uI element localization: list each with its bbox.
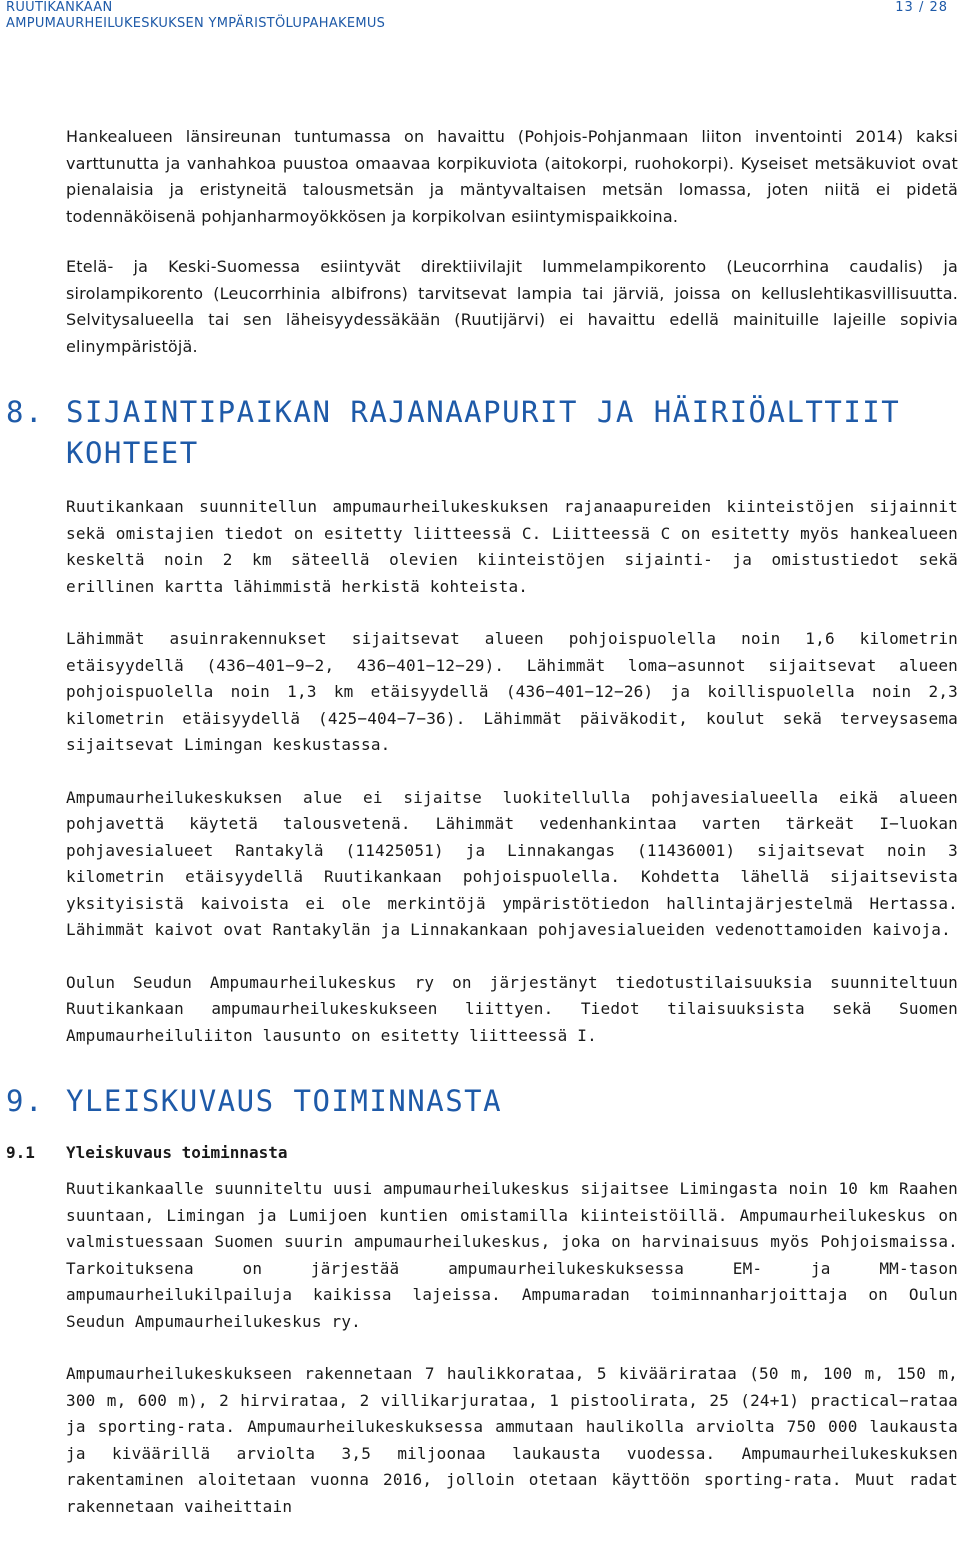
subsection-9-1-heading (6, 1142, 958, 1164)
subsection-9-1-title: Yleiskuvaus toiminnasta (66, 1143, 288, 1162)
paragraph-neighbours: Ruutikankaan suunnitellun ampumaurheilukeskuksen rajanaapureiden kiinteistöjen sijainnit sekä omistajien tiedot on esitetty liitteessä C. Liitteessä C on esitetty myös hankealueen keskeltä noin 2 km säteellä olevien kiinteistöjen sijainti- ja omistustiedot sekä erillinen kartta lähimmistä herkistä kohteista. (66, 497, 958, 596)
subsection-9-1-number: 9.1 (6, 1143, 35, 1162)
paragraph-overview: Ruutikankaalle suunniteltu uusi ampumaurheilukeskus sijaitsee Limingasta noin 10 km Raahen suuntaan, Limingan ja Lumijoen kuntien omistamilla kiinteistöillä. Ampumaurheilukeskus on valmistuessaan Suomen suurin ampumaurheilukeskus, joka on harvinaisuus myös Pohjoismaissa. Tarkoituksena on järjestää ampumaurheilukeskuksessa EM- ja MM-tason ampumaurheilukilpailuja kaikissa lajeissa. Ampumaradan toiminnanharjoittaja on Oulun Seudun Ampumaurheilukeskus ry. (66, 1179, 958, 1331)
paragraph-ranges: Ampumaurheilukeskukseen rakennetaan 7 haulikkorataa, 5 kivääriratаa (50 m, 100 m, 150 m, 300 m, 600 m), 2 hirvirataa, 2 villikarjurataa, 1 pistoolirata, 25 (24+1) practical−rataa ja sporting-rata. Ampumaurheilukeskuksessa ammutaan haulikolla arviolta 750 000 laukausta ja kiväärillä arviolta 3,5 miljoonaa laukausta vuodessa. Ampumaurheilukeskuksen rakentaminen aloitetaan vuonna 2016, jolloin otetaan käyttöön sporting-rata. Muut radat rakennetaan vaiheittain (66, 1364, 958, 1516)
section-9-heading (6, 1081, 958, 1122)
section-8-number: 8. (6, 395, 44, 429)
header-title: RUUTIKANKAAN (6, 0, 113, 15)
paragraph-nearest-buildings: Lähimmät asuinrakennukset sijaitsevat alueen pohjoispuolella noin 1,6 kilometrin etäisyydellä (436−401−9−2, 436−401−12−29). Lähimmät loma−asunnot sijaitsevat alueen pohjoispuolella noin 1,3 km etäisyydellä (436−401−12−26) ja koillispuolella noin 2,3 kilometrin etäisyydellä (425−404−7−36). Lähimmät päiväkodit, koulut sekä terveysasema sijaitsevat Limingan keskustassa. (66, 629, 958, 754)
paragraph-info-sessions: Oulun Seudun Ampumaurheilukeskus ry on järjestänyt tiedotustilaisuuksia suunniteltuun Ruutikankaan ampumaurheilukeskukseen liittyen. Tiedot tilaisuuksista sekä Suomen Ampumaurheiluliiton lausunto on esitetty liitteessä I. (66, 972, 958, 1045)
section-8-heading (6, 392, 958, 474)
section-9-number: 9. (6, 1084, 44, 1118)
header-subtitle: AMPUMAURHEILUKESKUKSEN YMPÄRISTÖLUPAHAKEMUS (6, 16, 386, 31)
document-body (6, 124, 958, 1546)
paragraph-groundwater: Ampumaurheilukeskuksen alue ei sijaitse luokitellulla pohjavesialueella eikä alueen pohjavettä käytetä talousvetenä. Lähimmät vedenhankintaa varten tärkeät I−luokan pohjavesialueet Rantakylä (11425051) ja Linnakangas (11436001) sijaitsevat noin 3 kilometrin etäisyydellä Ruutikankaan pohjoispuolella. Kohdetta lähellä sijaitsevista yksityisistä kaivoista ei ole merkintöjä ympäristötiedon hallintajärjestelmä Hertassa. Lähimmät kaivot ovat Rantakylän ja Linnakankaan pohjavesialueiden vedenottamoiden kaivoja. (66, 787, 958, 939)
section-9-title: YLEISKUVAUS TOIMINNASTA (66, 1084, 503, 1118)
page-number: 13 / 28 (895, 0, 948, 15)
section-8-title: SIJAINTIPAIKAN RAJANAAPURIT JA HÄIRIÖALTTIIT KOHTEET (66, 395, 901, 470)
page-header (6, 0, 954, 36)
paragraph-dragonflies: Etelä- ja Keski-Suomessa esiintyvät direktiivilajit lummelampikorento (Leucorrhina caudalis) ja sirolampikorento (Leucorrhinia albifrons) tarvitsevat lampia tai järviä, joissa on kelluslehtikasvillisuutta. Selvitysalueella tai sen läheisyydessäkään (Ruutijärvi) ei havaittu edellä mainituille lajeille sopivia elinympäristöjä. (66, 257, 958, 356)
paragraph-forest-patches: Hankealueen länsireunan tuntumassa on havaittu (Pohjois-Pohjanmaan liiton inventointi 2014) kaksi varttunutta ja vanhahkoa puustoa omaavaa korpikuviota (aitokorpi, ruohokorpi). Kyseiset metsäkuviot ovat pienalaisia ja eristyneitä talousmetsän ja mäntyvaltaisen metsän lomassa, joten niitä ei pidetä todennäköisenä pohjanharmoyökkösen ja korpikolvan esiintymispaikkoina. (66, 127, 958, 226)
